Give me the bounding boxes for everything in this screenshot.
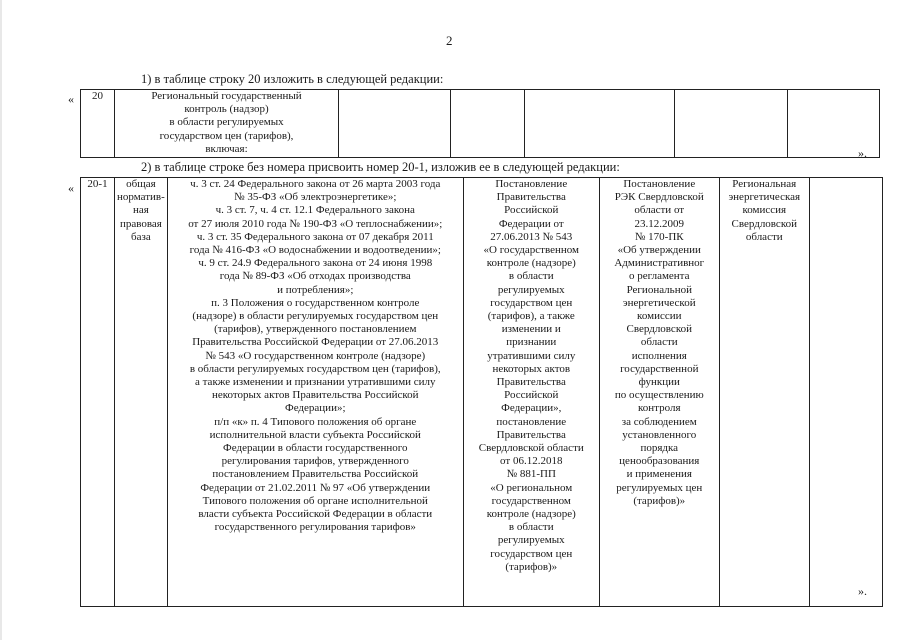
cell-line: ценообразования — [619, 455, 700, 468]
cell-line: Федерации от 21.02.2011 № 97 «Об утверждении — [200, 481, 431, 494]
cell-line: изменении и — [501, 323, 561, 336]
cell-line: (надзоре) в области регулируемых государством цен — [192, 310, 439, 323]
closing-quote-2: ». — [858, 584, 867, 598]
cell-line: п/п «к» п. 4 Типового положения об органе — [214, 415, 417, 428]
cell-line: некоторых актов — [492, 362, 571, 375]
cell-line: ч. 9 ст. 24.9 Федерального закона от 24 июня 1998 — [198, 257, 433, 270]
cell-line: 23.12.2009 — [634, 217, 685, 230]
cell-line: норматив- — [117, 191, 165, 204]
cell-line: государством цен (тарифов), — [159, 129, 294, 142]
cell-line: года № 89-ФЗ «Об отходах производства — [219, 270, 411, 283]
closing-quote-1: ». — [858, 146, 867, 160]
cell-line: регулируемых цен — [616, 481, 703, 494]
cell-line: Федерации от — [498, 217, 564, 230]
cell-line: энергетической — [622, 296, 696, 309]
cell-line: в области регулируемых государством цен (тарифов), — [189, 362, 441, 375]
cell-line: в области — [508, 270, 554, 283]
amendment-paragraph-2: 2) в таблице строке без номера присвоить номер 20-1, изложив ее в следующей редакции: — [141, 160, 620, 174]
cell-line: функции — [638, 376, 680, 389]
cell-line: контроля — [638, 402, 681, 415]
cell-line: Правительства — [496, 376, 566, 389]
cell-line: порядка — [640, 442, 679, 455]
cell-line: власти субъекта Российской Федерации в области — [198, 508, 433, 521]
cell-line: Административног — [614, 257, 705, 270]
row-number-cell: 20-1 — [81, 178, 115, 607]
cell-line: ч. 3 ст. 24 Федерального закона от 26 марта 2003 года — [190, 178, 441, 190]
opening-quote-2: « — [68, 181, 74, 195]
amendment-paragraph-1: 1) в таблице строку 20 изложить в следующей редакции: — [141, 72, 444, 86]
cell-line: Российской — [504, 204, 559, 217]
cell-line: Свердловской — [626, 323, 692, 336]
cell-line: Свердловской области — [478, 442, 584, 455]
cell-line: энергетическая — [728, 191, 801, 204]
cell-line: государством цен — [490, 296, 573, 309]
cell-line: государственного регулирования тарифов» — [214, 521, 416, 534]
cell-line: Федерации в области государственного — [223, 442, 408, 455]
cell-line: Федерации», — [501, 402, 562, 415]
opening-quote-1: « — [68, 92, 74, 106]
cell-line: 27.06.2013 № 543 — [490, 230, 573, 243]
cell-line: № 543 «О государственном контроле (надзоре) — [205, 349, 426, 362]
page-number: 2 — [446, 33, 453, 48]
cell-line: «О региональном — [490, 481, 573, 494]
empty-cell — [451, 90, 525, 158]
cell-line: РЭК Свердловской — [614, 191, 704, 204]
cell-line: некоторых актов Правительства Российской — [211, 389, 419, 402]
cell-line: комиссии — [637, 310, 682, 323]
cell-line: № 35-ФЗ «Об электроэнергетике»; — [234, 191, 397, 204]
cell-line: (тарифов), а также — [487, 310, 575, 323]
cell-line: регулируемых — [497, 283, 565, 296]
cell-line: Постановление — [623, 178, 696, 190]
cell-line: Региональная — [732, 178, 797, 190]
cell-line: № 170-ПК — [634, 230, 684, 243]
cell-line: регулирования тарифов, утвержденного — [221, 455, 409, 468]
cell-line: «О государственном — [483, 244, 579, 257]
cell-line: государственной — [620, 362, 699, 375]
cell-line: постановление — [496, 415, 567, 428]
cell-line: контроле (надзоре) — [486, 257, 576, 270]
cell-line: комиссия — [742, 204, 787, 217]
table-row-20-1 — [80, 177, 883, 607]
row-number-cell: 20 — [81, 90, 115, 158]
cell-line: по осуществлению — [614, 389, 704, 402]
cell-line: Федерации»; — [285, 402, 346, 415]
cell-line: исполнительной власти субъекта Российской — [209, 428, 421, 441]
cell-line: Постановление — [495, 178, 568, 190]
empty-cell — [809, 178, 882, 607]
regulation-cell — [599, 178, 719, 607]
empty-cell — [339, 90, 451, 158]
table-row-20 — [80, 89, 880, 158]
cell-line: контроль (надзор) — [184, 103, 269, 116]
document-type-cell — [115, 178, 168, 607]
cell-line: государством цен — [490, 547, 573, 560]
authority-cell — [719, 178, 809, 607]
cell-line: п. 3 Положения о государственном контроле — [211, 296, 420, 309]
cell-line: правовая — [119, 217, 162, 230]
cell-line: установленного — [622, 428, 697, 441]
cell-line: а также изменении и признании утратившими силу — [194, 376, 436, 389]
cell-line: и потребления»; — [277, 283, 354, 296]
cell-line: постановлением Правительства Российской — [212, 468, 419, 481]
cell-line: Правительства — [496, 428, 566, 441]
cell-line: от 06.12.2018 — [500, 455, 563, 468]
cell-line: в области регулируемых — [169, 116, 284, 129]
cell-line: за соблюдением — [621, 415, 697, 428]
control-name-cell — [115, 90, 339, 158]
cell-line: о регламента — [629, 270, 690, 283]
cell-line: признании — [506, 336, 557, 349]
cell-line: контроле (надзоре) — [486, 508, 576, 521]
cell-line: государственном — [491, 494, 571, 507]
empty-cell — [525, 90, 675, 158]
cell-line: области — [745, 230, 783, 243]
cell-line: Правительства — [496, 191, 566, 204]
cell-line: от 27 июля 2010 года № 190-ФЗ «О теплоснабжении»; — [188, 217, 443, 230]
cell-line: Российской — [504, 389, 559, 402]
cell-line: (тарифов)» — [505, 560, 558, 573]
cell-line: в области — [508, 521, 554, 534]
cell-line: ч. 3 ст. 35 Федерального закона от 07 декабря 2011 — [196, 230, 434, 243]
cell-line: база — [131, 230, 151, 243]
resolutions-cell — [463, 178, 599, 607]
cell-line: общая — [126, 178, 156, 190]
cell-line: (тарифов)» — [633, 494, 686, 507]
cell-line: (тарифов), утвержденного постановлением — [214, 323, 417, 336]
cell-line: ная — [132, 204, 149, 217]
cell-line: и применения — [626, 468, 692, 481]
cell-line: № 881-ПП — [506, 468, 556, 481]
cell-line: включая: — [205, 142, 248, 155]
cell-line: регулируемых — [497, 534, 565, 547]
cell-line: области от — [634, 204, 685, 217]
cell-line: «Об утверждении — [617, 244, 701, 257]
cell-line: области — [640, 336, 678, 349]
cell-line: исполнения — [631, 349, 687, 362]
cell-line: ч. 3 ст. 7, ч. 4 ст. 12.1 Федерального закона — [215, 204, 415, 217]
cell-line: Региональной — [626, 283, 692, 296]
cell-line: Типового положения об органе исполнительной — [202, 494, 428, 507]
cell-line: утратившими силу — [487, 349, 576, 362]
legal-basis-cell — [167, 178, 463, 607]
cell-line: года № 416-ФЗ «О водоснабжении и водоотведении»; — [189, 244, 441, 257]
cell-line: Региональный государственный — [151, 90, 302, 102]
scan-edge — [0, 0, 2, 640]
cell-line: Свердловской — [731, 217, 797, 230]
cell-line: Правительства Российской Федерации от 27.06.2013 — [192, 336, 439, 349]
empty-cell — [675, 90, 788, 158]
